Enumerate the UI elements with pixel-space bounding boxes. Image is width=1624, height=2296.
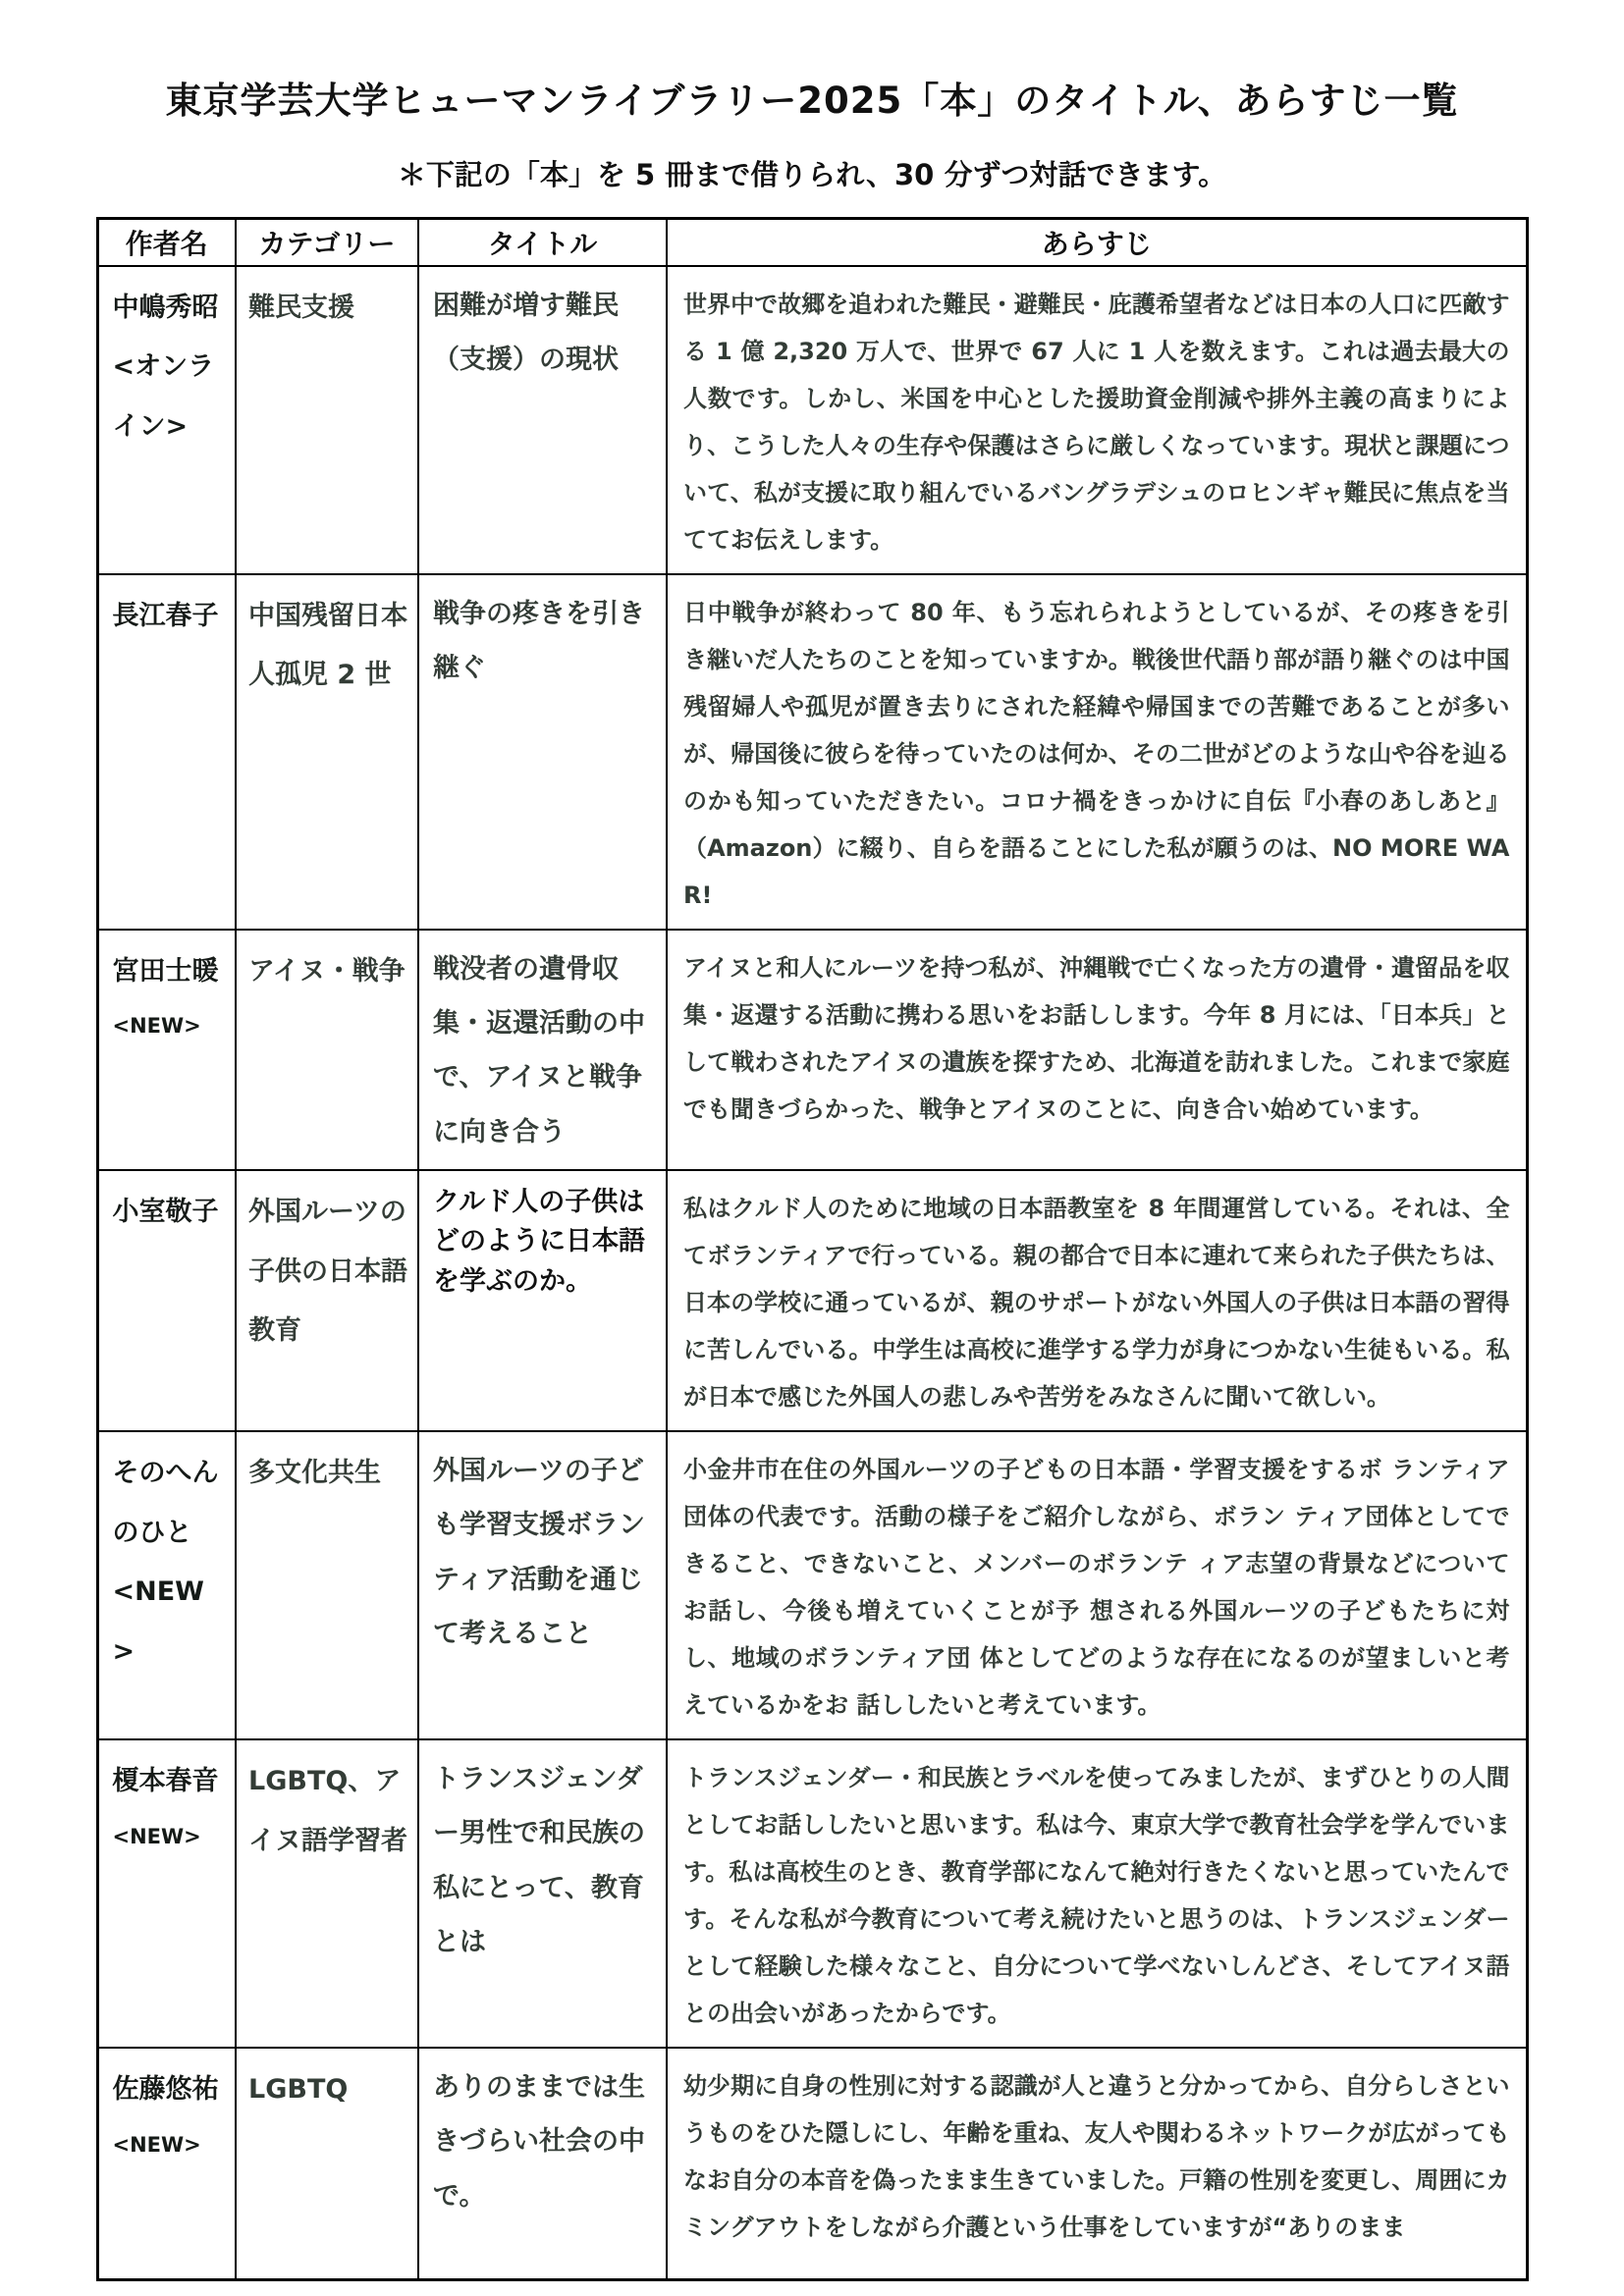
synopsis-cell: アイヌと和人にルーツを持つ私が、沖縄戦で亡くなった方の遺骨・遺留品を収集・返還する活動に携わる思いをお話しします。今年 8 月には、「日本兵」として戦わされたアイヌの遺族を探すため、北海道を訪れました。これまで家庭でも聞きづらかった、戦争とアイヌのことに、向き合い始めています。 — [667, 930, 1527, 1170]
author-cell — [97, 2048, 236, 2280]
author-tag: <NEW> — [112, 1824, 201, 1848]
author-name: 宮田士暖 — [112, 955, 219, 987]
synopsis-cell: 私はクルド人のために地域の日本語教室を 8 年間運営している。それは、全てボランティアで行っている。親の都合で日本に連れて来られた子供たちは、日本の学校に通っているが、親のサポートがない外国人の子供は日本語の習得に苦しんでいる。中学生は高校に進学する学力が身につかない生徒もいる。私が日本で感じた外国人の悲しみや苦労をみなさんに聞いて欲しい。 — [667, 1170, 1527, 1431]
col-header-title: タイトル — [418, 219, 667, 266]
author-cell — [97, 1431, 236, 1739]
author-cell — [97, 1739, 236, 2048]
author-name: 小室敬子 — [112, 1196, 219, 1227]
category-cell: LGBTQ、アイヌ語学習者 — [236, 1739, 418, 2048]
title-cell: クルド人の子供はどのように日本語を学ぶのか。 — [418, 1170, 667, 1431]
table-row — [97, 574, 1527, 930]
category-cell: 多文化共生 — [236, 1431, 418, 1739]
table-row — [97, 1170, 1527, 1431]
page-title: 東京学芸大学ヒューマンライブラリー2025「本」のタイトル、あらすじ一覧 — [165, 80, 1459, 122]
table-row — [97, 930, 1527, 1170]
table-row — [97, 266, 1527, 574]
author-tag: <オンライン> — [112, 351, 215, 442]
author-name: そのへんのひと — [112, 1457, 219, 1548]
author-cell — [97, 266, 236, 574]
synopsis-cell: 日中戦争が終わって 80 年、もう忘れられようとしているが、その疼きを引き継いだ人たちのことを知っていますか。戦後世代語り部が語り継ぐのは中国残留婦人や孤児が置き去りにされた経緯や帰国までの苦難であることが多いが、帰国後に彼らを待っていたのは何か、その二世がどのような山や谷を辿るのかも知っていただきたい。コロナ禍をきっかけに自伝『小春のあしあと』（Amazon）に綴り、自らを語ることにした私が願うのは、NO MORE WAR! — [667, 574, 1527, 930]
col-header-synopsis: あらすじ — [667, 219, 1527, 266]
author-name: 長江春子 — [112, 600, 219, 631]
title-cell: 戦没者の遺骨収集・返還活動の中で、アイヌと戦争に向き合う — [418, 930, 667, 1170]
author-cell — [97, 1170, 236, 1431]
author-name: 榎本春音 — [112, 1765, 219, 1796]
table-row — [97, 2048, 1527, 2280]
page-subtitle: ＊下記の「本」を 5 冊まで借りられ、30 分ずつ対話できます。 — [397, 158, 1227, 191]
category-cell: 中国残留日本人孤児 2 世 — [236, 574, 418, 930]
synopsis-cell: 幼少期に自身の性別に対する認識が人と違うと分かってから、自分らしさというものをひた隠しにし、年齢を重ね、友人や関わるネットワークが広がってもなお自分の本音を偽ったまま生きていました。戸籍の性別を変更し、周囲にカミングアウトをしながら介護という仕事をしていますが“ありのまま — [667, 2048, 1527, 2280]
synopsis-cell: 小金井市在住の外国ルーツの子どもの日本語・学習支援をするボ ランティア団体の代表です。活動の様子をご紹介しながら、ボラン ティア団体としてできること、できないこと、メンバーのボランテ ィア志望の背景などについてお話し、今後も増えていくことが予 想される外国ルーツの子どもたちに対し、地域のボランティア団 体としてどのような存在になるのが望ましいと考えているかをお 話ししたいと考えています。 — [667, 1431, 1527, 1739]
header-row — [97, 219, 1527, 266]
title-cell: 外国ルーツの子ども学習支援ボランティア活動を通じて考えること — [418, 1431, 667, 1739]
author-cell — [97, 574, 236, 930]
author-tag: <NEW> — [112, 1576, 204, 1668]
category-cell: アイヌ・戦争 — [236, 930, 418, 1170]
table-row — [97, 1739, 1527, 2048]
synopsis-cell: トランスジェンダー・和民族とラベルを使ってみましたが、まずひとりの人間としてお話ししたいと思います。私は今、東京大学で教育社会学を学んでいます。私は高校生のとき、教育学部になんて絶対行きたくないと思っていたんです。そんな私が今教育について考え続けたいと思うのは、トランスジェンダーとして経験した様々なこと、自分について学べないしんどさ、そしてアイヌ語との出会いがあったからです。 — [667, 1739, 1527, 2048]
book-list-table — [96, 217, 1529, 2281]
col-header-category: カテゴリー — [236, 219, 418, 266]
category-cell: 外国ルーツの子供の日本語教育 — [236, 1170, 418, 1431]
title-cell: トランスジェンダー男性で和民族の私にとって、教育とは — [418, 1739, 667, 2048]
title-cell: 戦争の疼きを引き継ぐ — [418, 574, 667, 930]
author-name: 佐藤悠祐 — [112, 2073, 219, 2105]
author-tag: <NEW> — [112, 2132, 201, 2157]
synopsis-cell: 世界中で故郷を追われた難民・避難民・庇護希望者などは日本の人口に匹敵する 1 億 2,320 万人で、世界で 67 人に 1 人を数えます。これは過去最大の人数です。しかし、米国を中心とした援助資金削減や排外主義の高まりにより、こうした人々の生存や保護はさらに厳しくなっています。現状と課題について、私が支援に取り組んでいるバングラデシュのロヒンギャ難民に焦点を当ててお伝えします。 — [667, 266, 1527, 574]
author-name: 中嶋秀昭 — [112, 292, 219, 323]
author-cell — [97, 930, 236, 1170]
category-cell: 難民支援 — [236, 266, 418, 574]
col-header-author: 作者名 — [97, 219, 236, 266]
title-cell: ありのままでは生きづらい社会の中で。 — [418, 2048, 667, 2280]
title-cell: 困難が増す難民（支援）の現状 — [418, 266, 667, 574]
table-row — [97, 1431, 1527, 1739]
category-cell: LGBTQ — [236, 2048, 418, 2280]
author-tag: <NEW> — [112, 1014, 201, 1039]
